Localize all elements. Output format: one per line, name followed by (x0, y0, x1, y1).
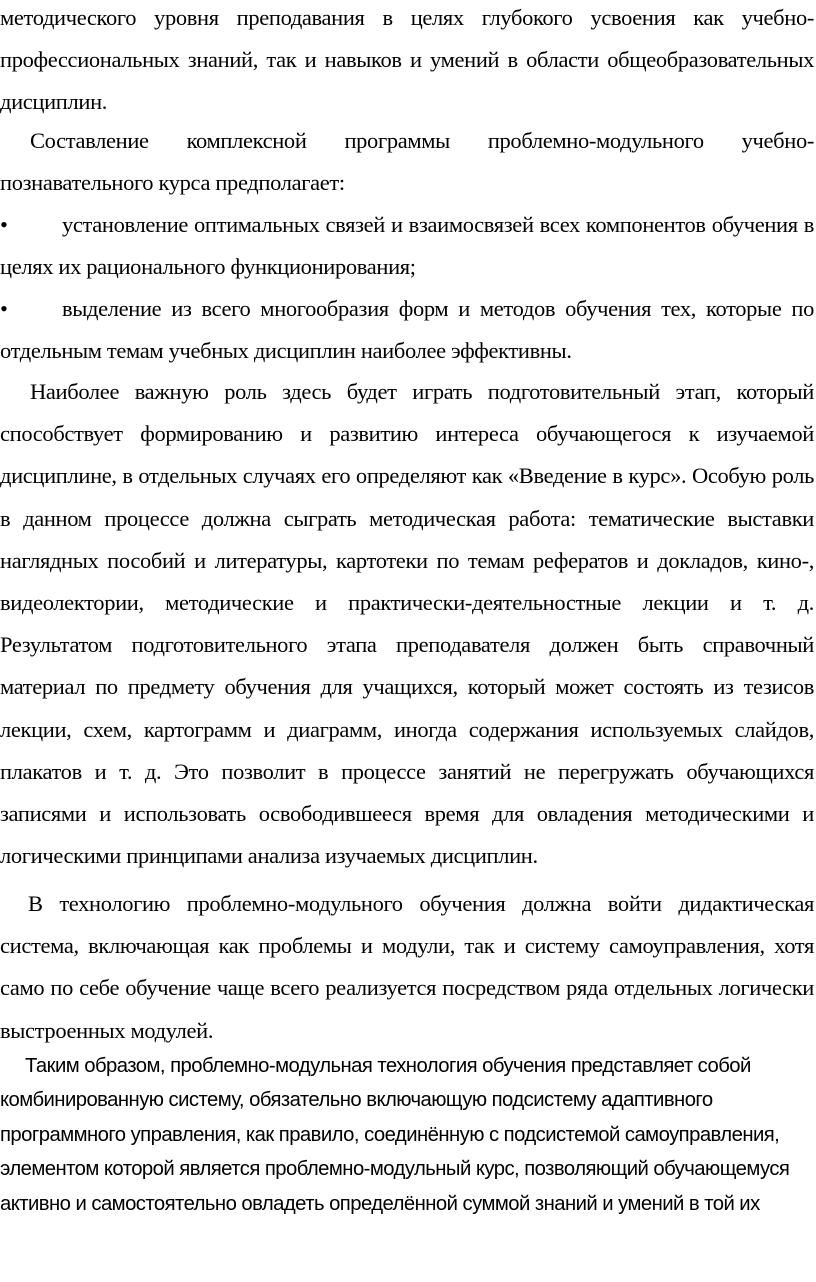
bullet-text: установление оптимальных связей и взаимосвязей всех компонентов обучения в целях их рационального функционирования; (0, 212, 814, 280)
paragraph-conclusion: Таким образом, проблемно-модульная технология обучения представляет собой комбинированную систему, обязательно включающую подсистему адаптивного программного управления, как правило, соединённую с подсистемой самоуправления, элементом которой является проблемно-модульный курс, позволяющий обучающемуся активно и самостоятельно овладеть определённой суммой знаний и умений в той их (0, 1055, 790, 1215)
paragraph-technology: В технологию проблемно-модульного обучения должна войти дидактическая система, включающая как проблемы и модули, так и систему самоуправления, хотя само по себе обучение чаще всего реализуется посредством ряда отдельных логически выстроенных модулей. (0, 891, 814, 1043)
bullet-icon: • (0, 212, 8, 237)
bullet-item (0, 204, 814, 288)
paragraph-preparatory-stage: Наиболее важную роль здесь будет играть подготовительный этап, который способствует формированию и развитию интереса обучающегося к изучаемой дисциплине, в отдельных случаях его определяют как «Введение в курс». Особую роль в данном процессе должна сыграть методическая работа: тематические выставки наглядных пособий и литературы, картотеки по темам рефератов и докладов, кино-, видеолектории, методические и практически-деятельностные лекции и т. д. Результатом подготовительного этапа преподавателя должен быть справочный материал по предмету обучения для учащихся, который может состоять из тезисов лекции, схем, картограмм и диаграмм, иногда содержания используемых слайдов, плакатов и т. д. Это позволит в процессе занятий не перегружать обучающихся записями и использовать освободившееся время для овладения методическими и логическими принципами анализа изучаемых дисциплин. (0, 379, 814, 869)
bullet-text: выделение из всего многообразия форм и методов обучения тех, которые по отдельным темам учебных дисциплин наиболее эффективны. (0, 296, 814, 364)
bullet-icon: • (0, 296, 8, 321)
paragraph-continuation: методического уровня преподавания в целях глубокого усвоения как учебно-профессиональных знаний, так и навыков и умений в области общеобразовательных дисциплин. (0, 5, 814, 115)
bullet-item (0, 288, 814, 372)
paragraph-program: Составление комплексной программы проблемно-модульного учебно-познавательного курса предполагает: (0, 128, 814, 196)
